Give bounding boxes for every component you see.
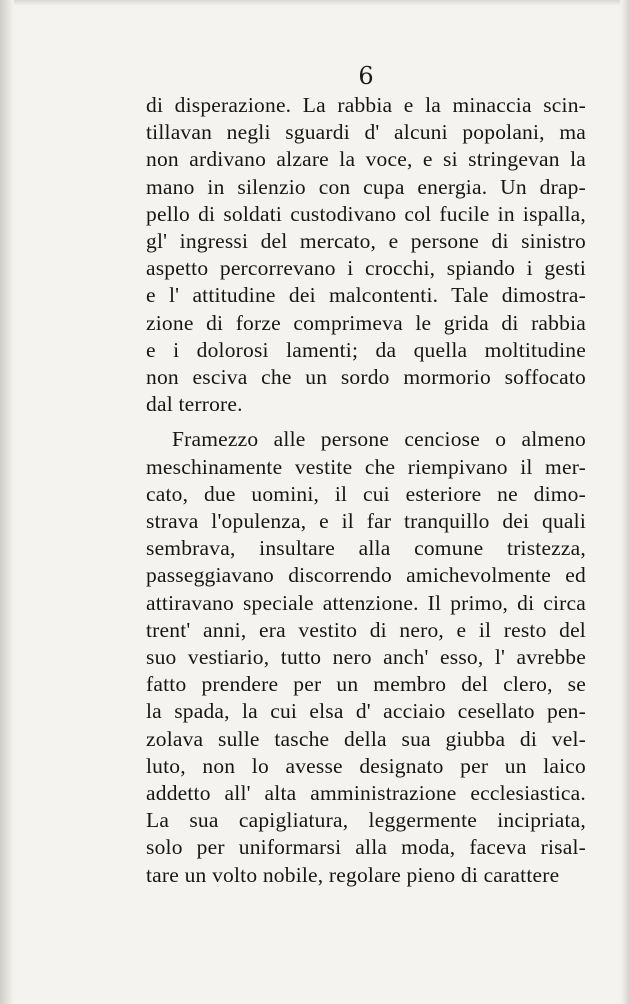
text-line: mano in silenzio con cupa energia. Un drap- — [146, 174, 586, 199]
text-line: trent' anni, era vestito di nero, e il resto del — [146, 617, 586, 642]
text-line: luto, non lo avesse designato per un laico — [146, 753, 586, 778]
text-line: e l' attitudine dei malcontenti. Tale dimostra- — [146, 283, 586, 308]
text-line: sembrava, insultare alla comune tristezza, — [146, 536, 586, 561]
paragraph — [146, 92, 586, 418]
text-line: addetto all' alta amministrazione ecclesiastica. — [146, 781, 586, 806]
text-line: suo vestiario, tutto nero anch' esso, l' avrebbe — [146, 645, 586, 670]
text-line: attiravano speciale attenzione. Il primo, di circa — [146, 590, 586, 615]
text-line: tare un volto nobile, regolare pieno di carattere — [146, 862, 560, 887]
text-line: non ardivano alzare la voce, e si stringevan la — [146, 147, 586, 172]
page-number: 6 — [358, 62, 374, 90]
text-line: gl' ingressi del mercato, e persone di sinistro — [146, 229, 586, 254]
paragraph — [146, 426, 586, 888]
text-line: meschinamente vestite che riempivano il mer- — [146, 454, 586, 479]
paragraph-gap — [146, 418, 586, 426]
text-line: di disperazione. La rabbia e la minaccia scin- — [146, 93, 586, 117]
text-line: solo per uniformarsi alla moda, faceva risal- — [146, 835, 586, 860]
text-line: passeggiavano discorrendo amichevolmente ed — [146, 563, 586, 588]
text-line: non esciva che un sordo mormorio soffocato — [146, 365, 586, 390]
text-line: fatto prendere per un membro del clero, se — [146, 672, 586, 697]
text-line: zolava sulle tasche della sua giubba di vel- — [146, 726, 586, 751]
text-line: tillavan negli sguardi d' alcuni popolani, ma — [146, 120, 586, 145]
text-line: dal terrore. — [146, 392, 243, 417]
text-line: pello di soldati custodivano col fucile in ispalla, — [146, 201, 586, 226]
text-line: cato, due uomini, il cui esteriore ne dimo- — [146, 481, 586, 506]
text-line: aspetto percorrevano i crocchi, spiando i gesti — [146, 256, 586, 281]
body-text — [146, 92, 586, 889]
text-line: strava l'opulenza, e il far tranquillo dei quali — [146, 509, 586, 534]
page-top-edge — [0, 0, 630, 6]
text-line: zione di forze comprimeva le grida di rabbia — [146, 310, 586, 335]
text-line: Framezzo alle persone cenciose o almeno — [172, 427, 586, 452]
text-line: La sua capigliatura, leggermente incipriata, — [146, 808, 586, 833]
text-line: e i dolorosi lamenti; da quella moltitudine — [146, 337, 586, 362]
page-right-edge — [620, 0, 630, 1004]
text-line: la spada, la cui elsa d' acciaio cesellato pen- — [146, 699, 586, 724]
page-left-edge — [0, 0, 14, 1004]
